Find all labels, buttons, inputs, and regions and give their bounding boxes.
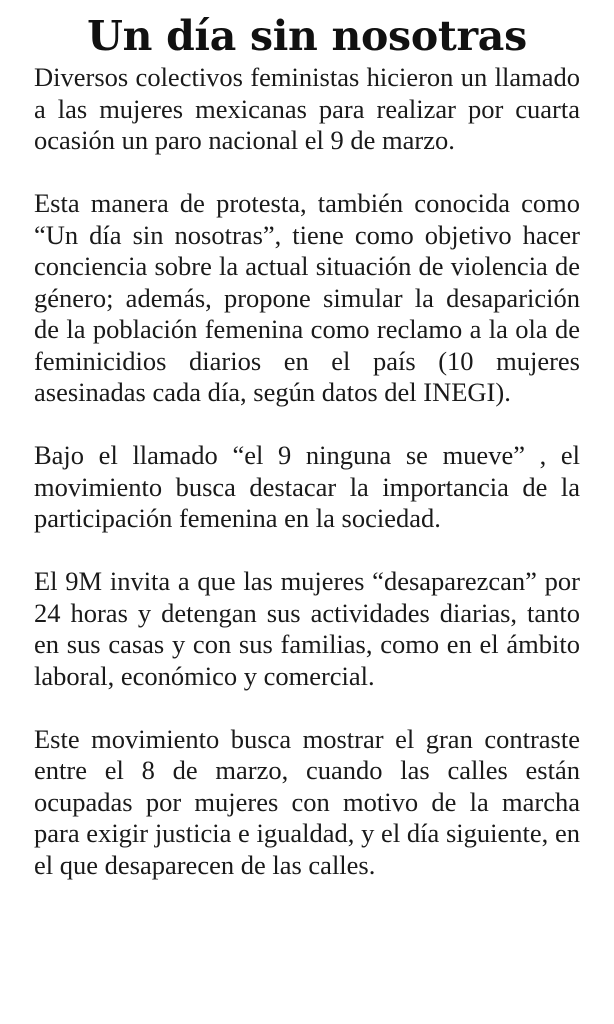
paragraph-5: Este movimiento busca mostrar el gran contraste entre el 8 de marzo, cuando las calles están ocupadas por mujeres con motivo de la marcha para exigir justicia e igualdad, y el día siguiente, en el que desaparecen de las calles. [34,723,580,880]
paragraph-4: El 9M invita a que las mujeres “desaparezcan” por 24 horas y detengan sus actividades diarias, tanto en sus casas y con sus familias, como en el ámbito laboral, económico y comercial. [34,566,580,691]
article-title: Un día sin nosotras [87,12,527,60]
paragraph-3: Bajo el llamado “el 9 ninguna se mueve” , el movimiento busca destacar la importancia de la participación femenina en la sociedad. [34,440,580,533]
article-body [34,62,580,881]
paragraph-1: Diversos colectivos feministas hicieron un llamado a las mujeres mexicanas para realizar por cuarta ocasión un paro nacional el 9 de marzo. [34,62,580,155]
paragraph-2: Esta manera de protesta, también conocida como “Un día sin nosotras”, tiene como objetivo hacer conciencia sobre la actual situación de violencia de género; además, propone simular la desaparición de la población femenina como reclamo a la ola de feminicidios diarios en el país (10 mujeres asesinadas cada día, según datos del INEGI). [34,188,580,407]
